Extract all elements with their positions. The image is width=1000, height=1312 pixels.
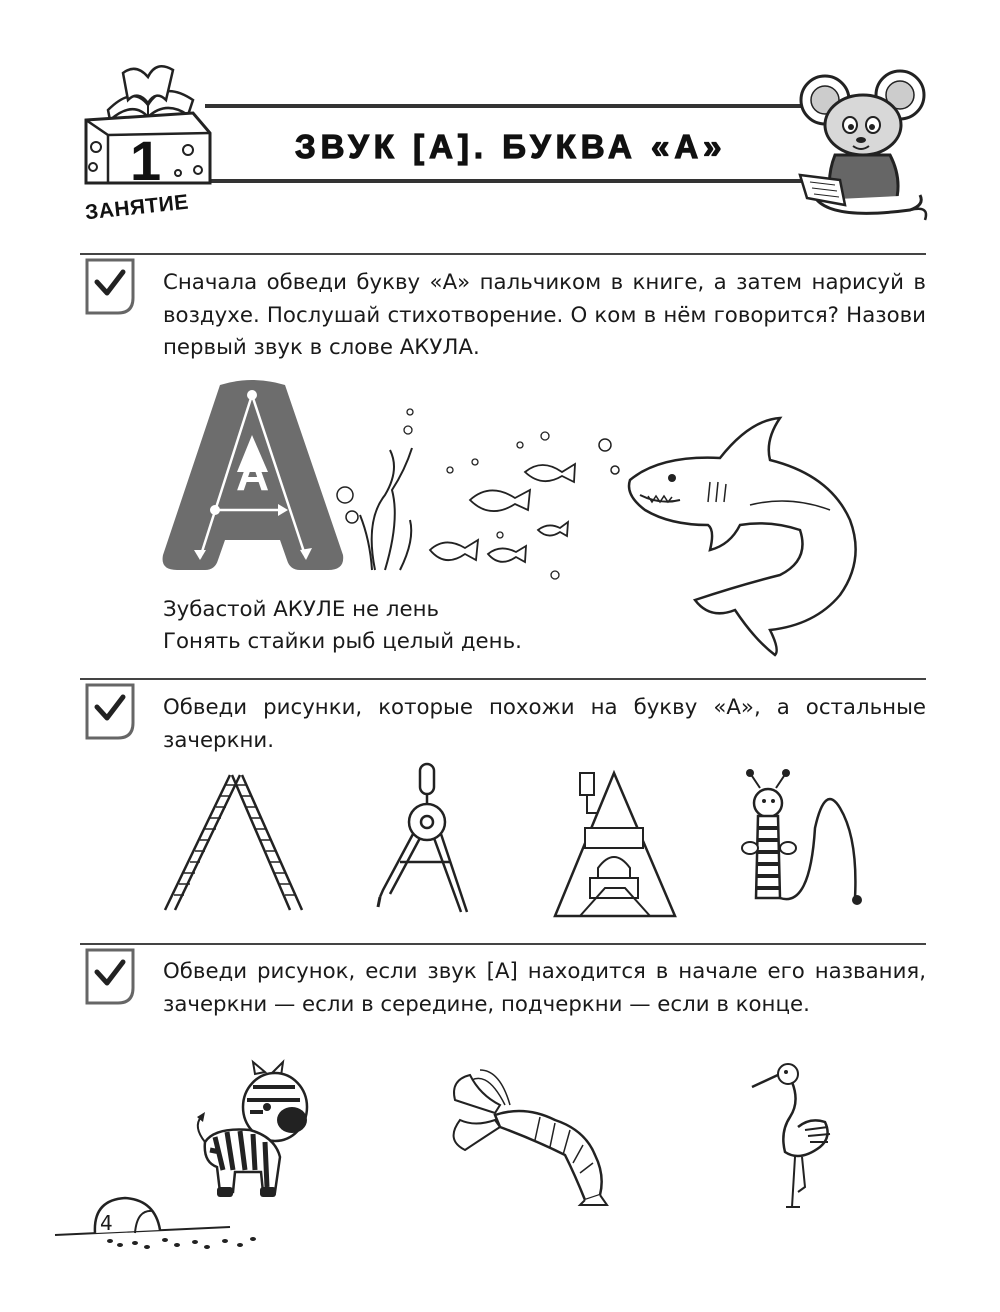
task-2-text: Обведи рисунки, которые похожи на букву «А», а остальные зачеркни.	[163, 695, 926, 753]
task-3-rule	[80, 943, 926, 945]
page-title: ЗВУК [А]. БУКВА «А»	[295, 128, 727, 165]
checkmark-shield-icon	[85, 683, 135, 741]
header-top-rule	[205, 104, 803, 108]
seaweed-fish-scene	[330, 400, 620, 585]
header-bottom-rule	[205, 179, 803, 183]
poem-line-1: Зубастой АКУЛЕ не лень	[163, 597, 440, 622]
poem	[163, 594, 522, 658]
tower-picture[interactable]	[550, 768, 680, 918]
ladder-picture[interactable]	[160, 770, 310, 915]
task-2-rule	[80, 678, 926, 680]
shark-illustration	[600, 410, 900, 660]
compass-picture[interactable]	[375, 762, 475, 917]
task-3-text: Обведи рисунок, если звук [А] находится в начале его названия, зачеркни — если в середине, подчеркни — если в конце.	[163, 959, 926, 1017]
caterpillar-picture[interactable]	[740, 768, 880, 913]
mouse-hole-icon	[55, 1195, 260, 1255]
stork-picture[interactable]	[750, 1062, 840, 1207]
checkmark-shield-icon	[85, 948, 135, 1006]
task-1-text: Сначала обведи букву «А» пальчиком в книге, а затем нарисуй в воздухе. Послушай стихотворение. О ком в нём говорится? Назови первый звук в слове АКУЛА.	[163, 270, 926, 360]
tracing-letter-a	[160, 380, 345, 575]
svg-text:А: А	[236, 448, 270, 500]
poem-line-2: Гонять стайки рыб целый день.	[163, 629, 522, 654]
mouse-reading-icon	[795, 70, 930, 230]
task-1-rule	[80, 253, 926, 255]
crayfish-picture[interactable]	[445, 1065, 620, 1205]
page-number: 4	[100, 1211, 113, 1235]
lesson-label: ЗАНЯТИЕ	[84, 190, 190, 225]
lesson-number: 1	[130, 129, 162, 192]
zebra-picture[interactable]	[195, 1062, 320, 1202]
checkmark-shield-icon	[85, 258, 135, 316]
